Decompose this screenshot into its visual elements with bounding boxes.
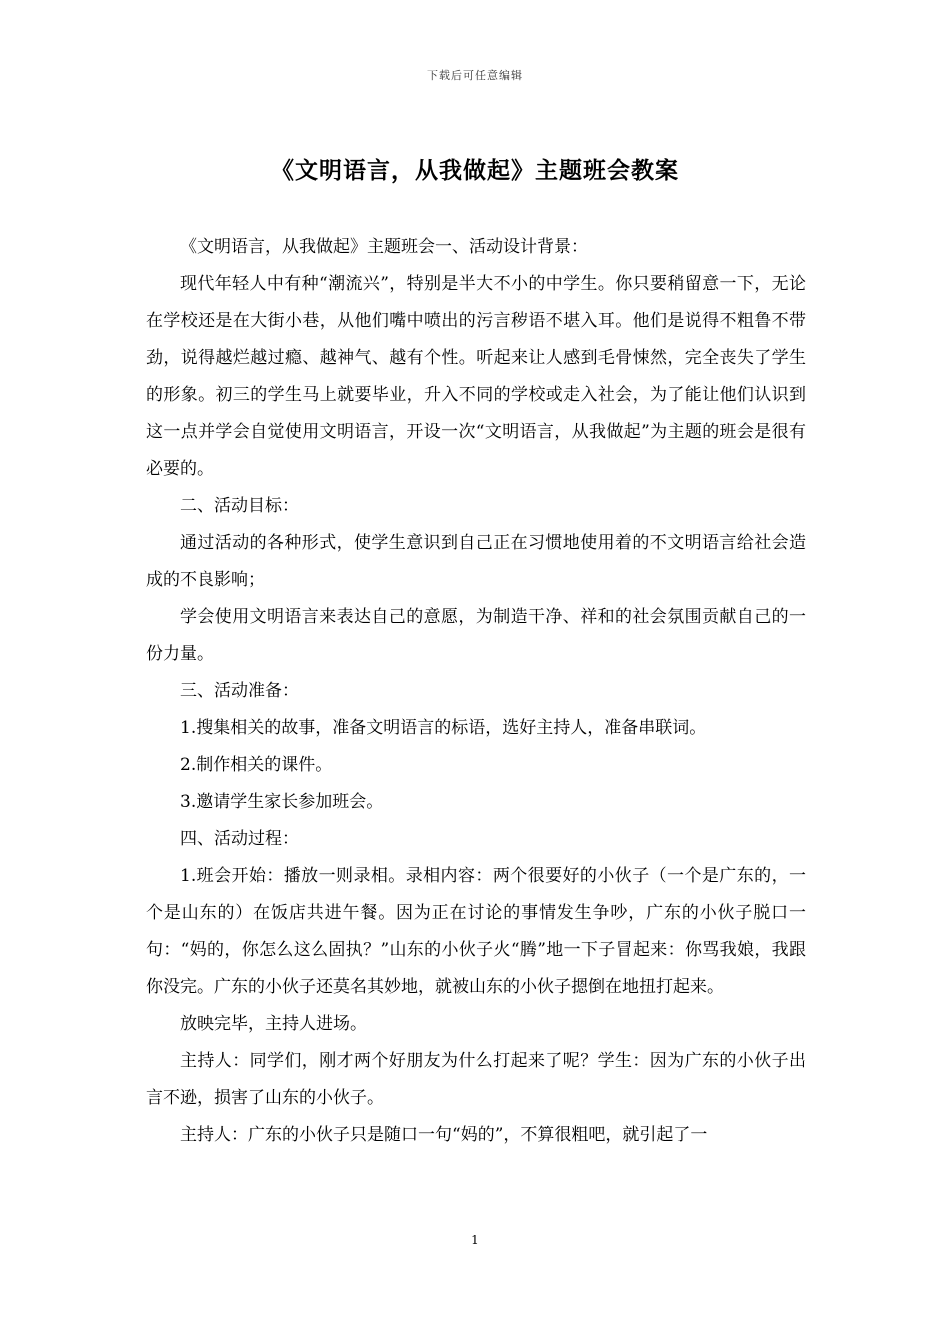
paragraph-preparation-1: 1.搜集相关的故事，准备文明语言的标语，选好主持人，准备串联词。 [180, 718, 707, 738]
paragraph-background-text: 现代年轻人中有种“潮流兴”，特别是半大不小的中学生。你只要稍留意一下，无论在学校还是在大街小巷，从他们嘴中喷出的污言秽语不堪入耳。他们是说得不粗鲁不带劲，说得越烂越过瘾、越神气、越有个性。听起来让人感到毛骨悚然，完全丧失了学生的形象。初三的学生马上就要毕业，升入不同的学校或走入社会，为了能让他们认识到这一点并学会自觉使用文明语言，开设一次“文明语言，从我做起”为主题的班会是很有必要的。 [146, 274, 806, 479]
paragraph-host-enters: 放映完毕，主持人进场。 [180, 1014, 367, 1034]
page-number: 1 [471, 1233, 479, 1247]
document-title: 《文明语言，从我做起》主题班会教案 [271, 157, 679, 184]
paragraph-process-heading: 四、活动过程： [180, 829, 299, 849]
paragraph-preparation-3: 3.邀请学生家长参加班会。 [180, 792, 384, 812]
document-body [146, 229, 806, 1154]
paragraph-background-heading: 《文明语言，从我做起》主题班会一、活动设计背景： [180, 237, 588, 257]
paragraph-goals-heading: 二、活动目标： [180, 496, 299, 516]
paragraph-process-1: 1.班会开始：播放一则录相。录相内容：两个很要好的小伙子（一个是广东的，一个是山东的）在饭店共进午餐。因为正在讨论的事情发生争吵，广东的小伙子脱口一句：“妈的，你怎么这么固执？”山东的小伙子火“腾”地一下子冒起来：你骂我娘，我跟你没完。广东的小伙子还莫名其妙地，就被山东的小伙子摁倒在地扭打起来。 [146, 866, 806, 997]
paragraph-goal-2: 学会使用文明语言来表达自己的意愿，为制造干净、祥和的社会氛围贡献自己的一份力量。 [146, 607, 806, 664]
header-note: 下载后可任意编辑 [427, 69, 523, 82]
paragraph-goal-1: 通过活动的各种形式，使学生意识到自己正在习惯地使用着的不文明语言给社会造成的不良影响； [146, 533, 806, 590]
paragraph-preparation-2: 2.制作相关的课件。 [180, 755, 333, 775]
paragraph-preparation-heading: 三、活动准备： [180, 681, 299, 701]
paragraph-host-remark: 主持人：广东的小伙子只是随口一句“妈的”，不算很粗吧，就引起了一 [180, 1125, 708, 1145]
paragraph-host-question: 主持人：同学们，刚才两个好朋友为什么打起来了呢？学生：因为广东的小伙子出言不逊，损害了山东的小伙子。 [146, 1051, 806, 1108]
